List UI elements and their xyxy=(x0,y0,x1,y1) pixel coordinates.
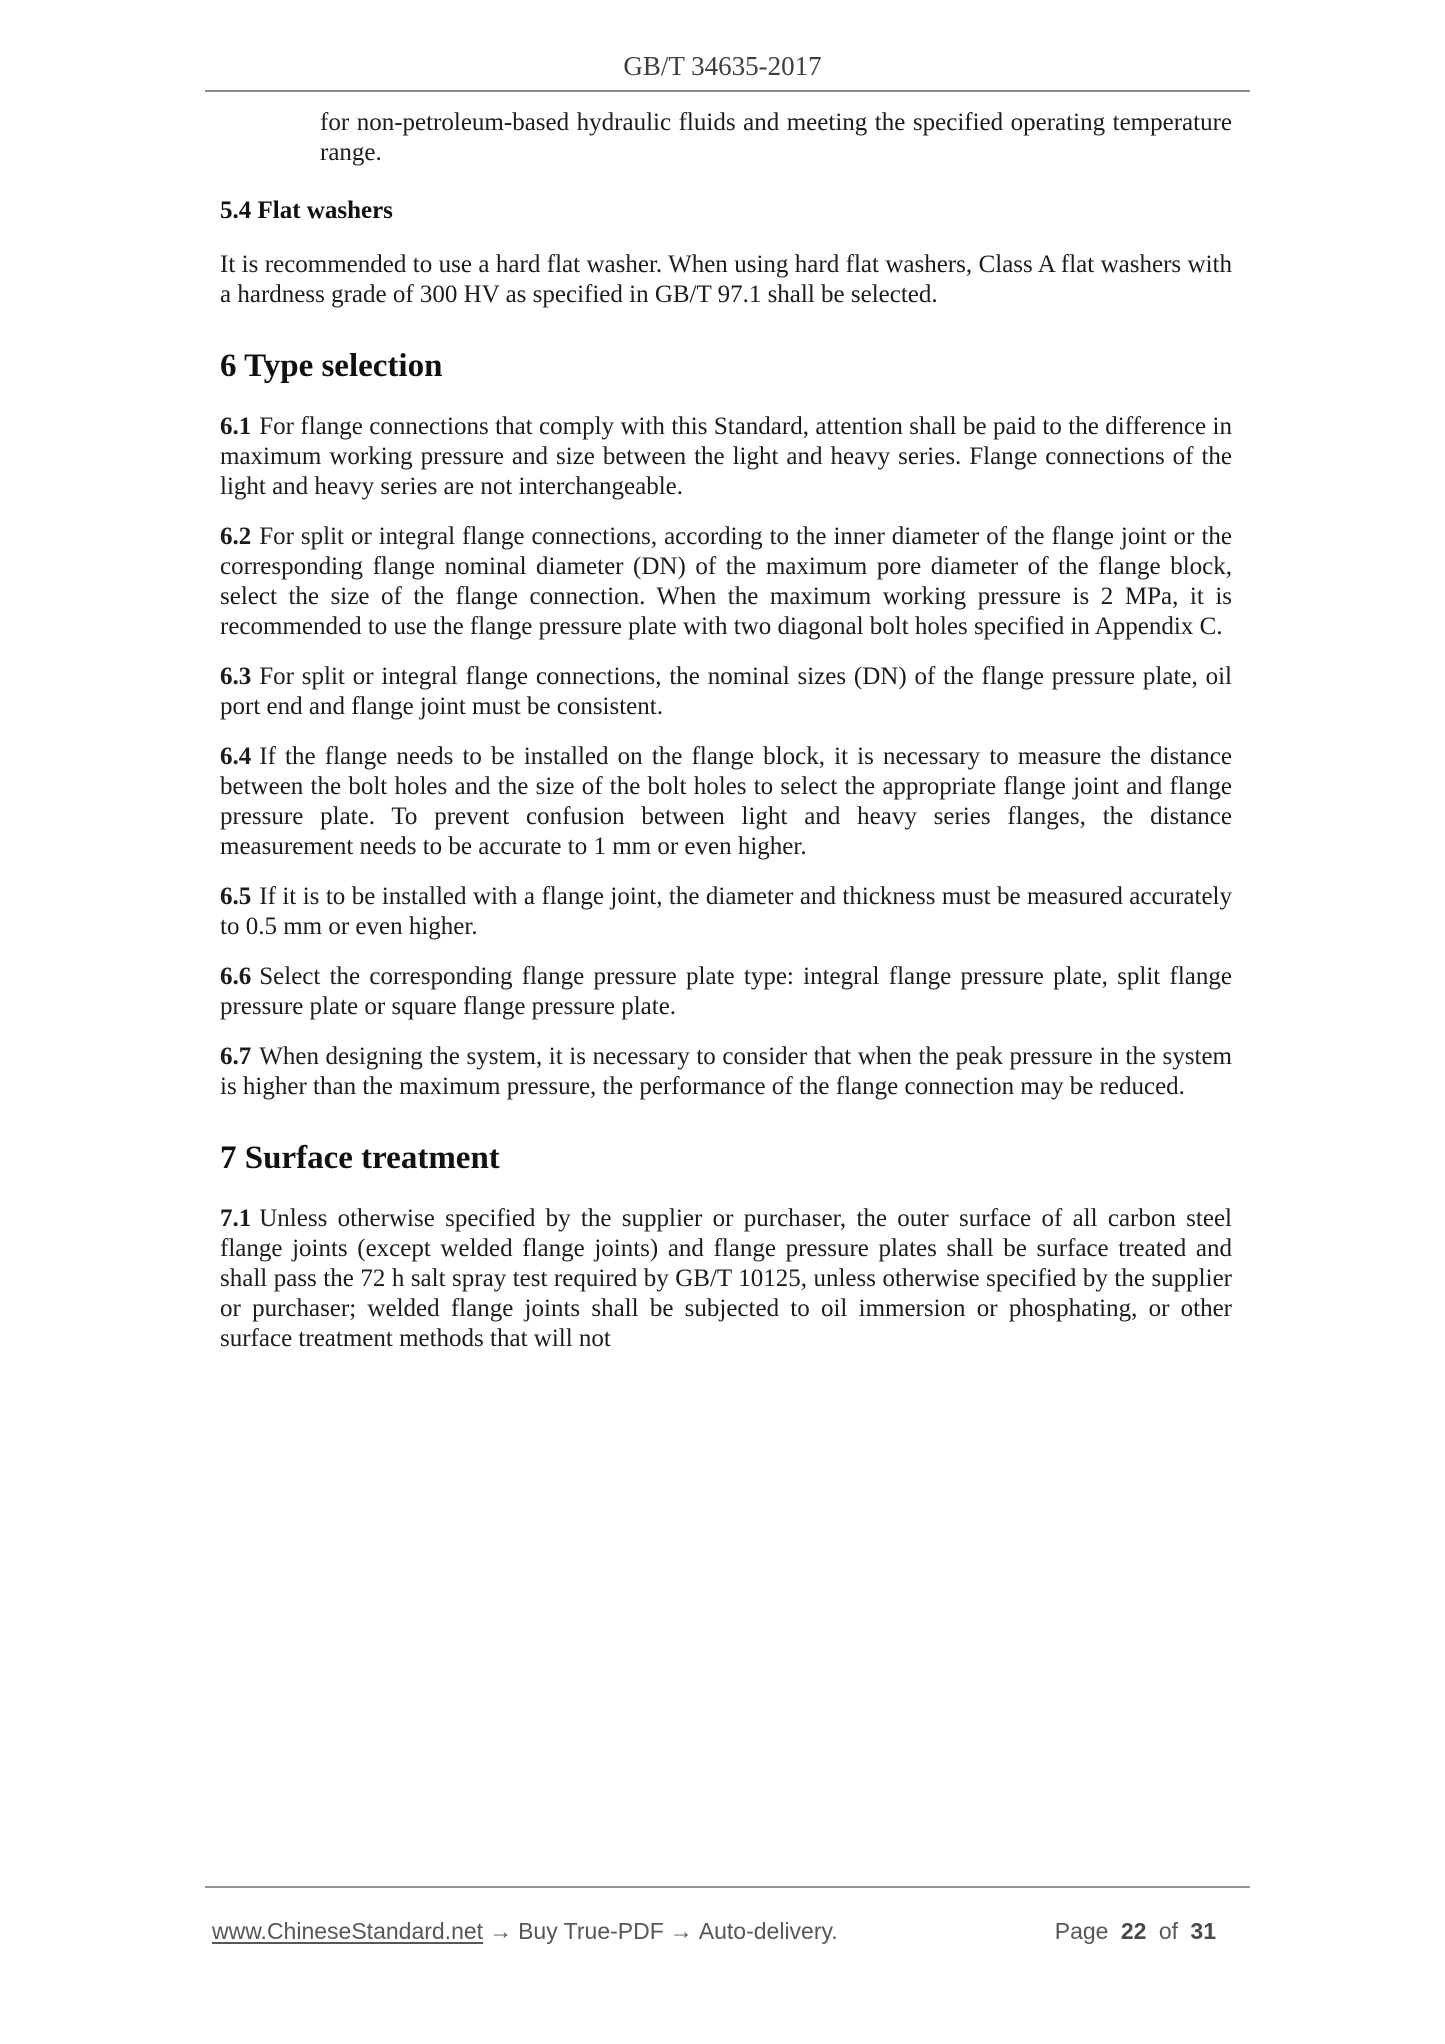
footer-info xyxy=(212,1916,838,1946)
clause-number: 6.5 xyxy=(220,883,252,910)
footer-delivery-label: Auto-delivery. xyxy=(698,1918,838,1944)
paragraph-continuation: for non-petroleum-based hydraulic fluids and meeting the specified operating temperature range. xyxy=(320,109,1232,166)
arrow-icon: → xyxy=(669,1918,693,1944)
clause-6-3 xyxy=(220,662,1232,722)
clause-6-6 xyxy=(220,962,1232,1022)
of-label: of xyxy=(1158,1918,1179,1944)
clause-6-5 xyxy=(220,882,1232,942)
clause-number: 6.1 xyxy=(220,413,252,440)
clause-text: Unless otherwise specified by the supplier or purchaser, the outer surface of all carbon steel flange joints (except welded flange joints) and flange pressure plates shall be surface treated and shall pass the 72 h salt spray test required by GB/T 10125, unless otherwise specified by the supplier or purchaser; welded flange joints shall be subjected to oil immersion or phosphating, or other surface treatment methods that will not xyxy=(220,1205,1232,1352)
page-indicator xyxy=(1055,1916,1216,1946)
clause-6-1 xyxy=(220,412,1232,502)
clause-number: 6.3 xyxy=(220,663,252,690)
clause-text: If it is to be installed with a flange joint, the diameter and thickness must be measured accurately to 0.5 mm or even higher. xyxy=(220,883,1232,940)
document-number: GB/T 34635-2017 xyxy=(623,51,822,81)
clause-text: When designing the system, it is necessary to consider that when the peak pressure in the system is higher than the maximum pressure, the performance of the flange connection may be reduced. xyxy=(220,1043,1232,1100)
page-footer xyxy=(212,1916,1216,1946)
page-total: 31 xyxy=(1190,1918,1216,1944)
clause-6-7 xyxy=(220,1042,1232,1102)
footer-buy-label: Buy True-PDF xyxy=(518,1918,664,1944)
footer-site-link[interactable]: www.ChineseStandard.net xyxy=(212,1918,484,1944)
clause-number: 6.2 xyxy=(220,523,252,550)
clause-number: 7.1 xyxy=(220,1205,252,1232)
paragraph-flat-washers: It is recommended to use a hard flat washer. When using hard flat washers, Class A flat washers with a hardness grade of 300 HV as specified in GB/T 97.1 shall be selected. xyxy=(220,251,1232,308)
chapter-heading-7: 7 Surface treatment xyxy=(220,1140,500,1176)
page-label: Page xyxy=(1054,1918,1109,1944)
clause-text: For split or integral flange connections, the nominal sizes (DN) of the flange pressure plate, oil port end and flange joint must be consistent. xyxy=(220,663,1232,720)
document-body xyxy=(220,0,1232,1354)
clause-text: For split or integral flange connections, according to the inner diameter of the flange joint or the corresponding flange nominal diameter (DN) of the maximum pore diameter of the flange block, select the size of the flange connection. When the maximum working pressure is 2 MPa, it is recommended to use the flange pressure plate with two diagonal bolt holes specified in Appendix C. xyxy=(220,523,1232,640)
arrow-icon: → xyxy=(489,1918,513,1944)
section-heading-5-4: 5.4 Flat washers xyxy=(220,197,393,224)
footer-divider xyxy=(205,1886,1250,1888)
page-current: 22 xyxy=(1120,1918,1147,1944)
clause-text: If the flange needs to be installed on the flange block, it is necessary to measure the distance between the bolt holes and the size of the bolt holes to select the appropriate flange joint and flange pressure plate. To prevent confusion between light and heavy series flanges, the distance measurement needs to be accurate to 1 mm or even higher. xyxy=(220,743,1232,860)
clause-6-2 xyxy=(220,522,1232,642)
clause-number: 6.4 xyxy=(220,743,252,770)
clause-text: For flange connections that comply with this Standard, attention shall be paid to the difference in maximum working pressure and size between the light and heavy series. Flange connections of the light and heavy series are not interchangeable. xyxy=(220,413,1232,500)
chapter-heading-6: 6 Type selection xyxy=(220,348,443,384)
clause-6-4 xyxy=(220,742,1232,862)
clause-7-1 xyxy=(220,1204,1232,1354)
clause-text: Select the corresponding flange pressure plate type: integral flange pressure plate, split flange pressure plate or square flange pressure plate. xyxy=(220,963,1232,1020)
clause-number: 6.7 xyxy=(220,1043,252,1070)
clause-number: 6.6 xyxy=(220,963,252,990)
